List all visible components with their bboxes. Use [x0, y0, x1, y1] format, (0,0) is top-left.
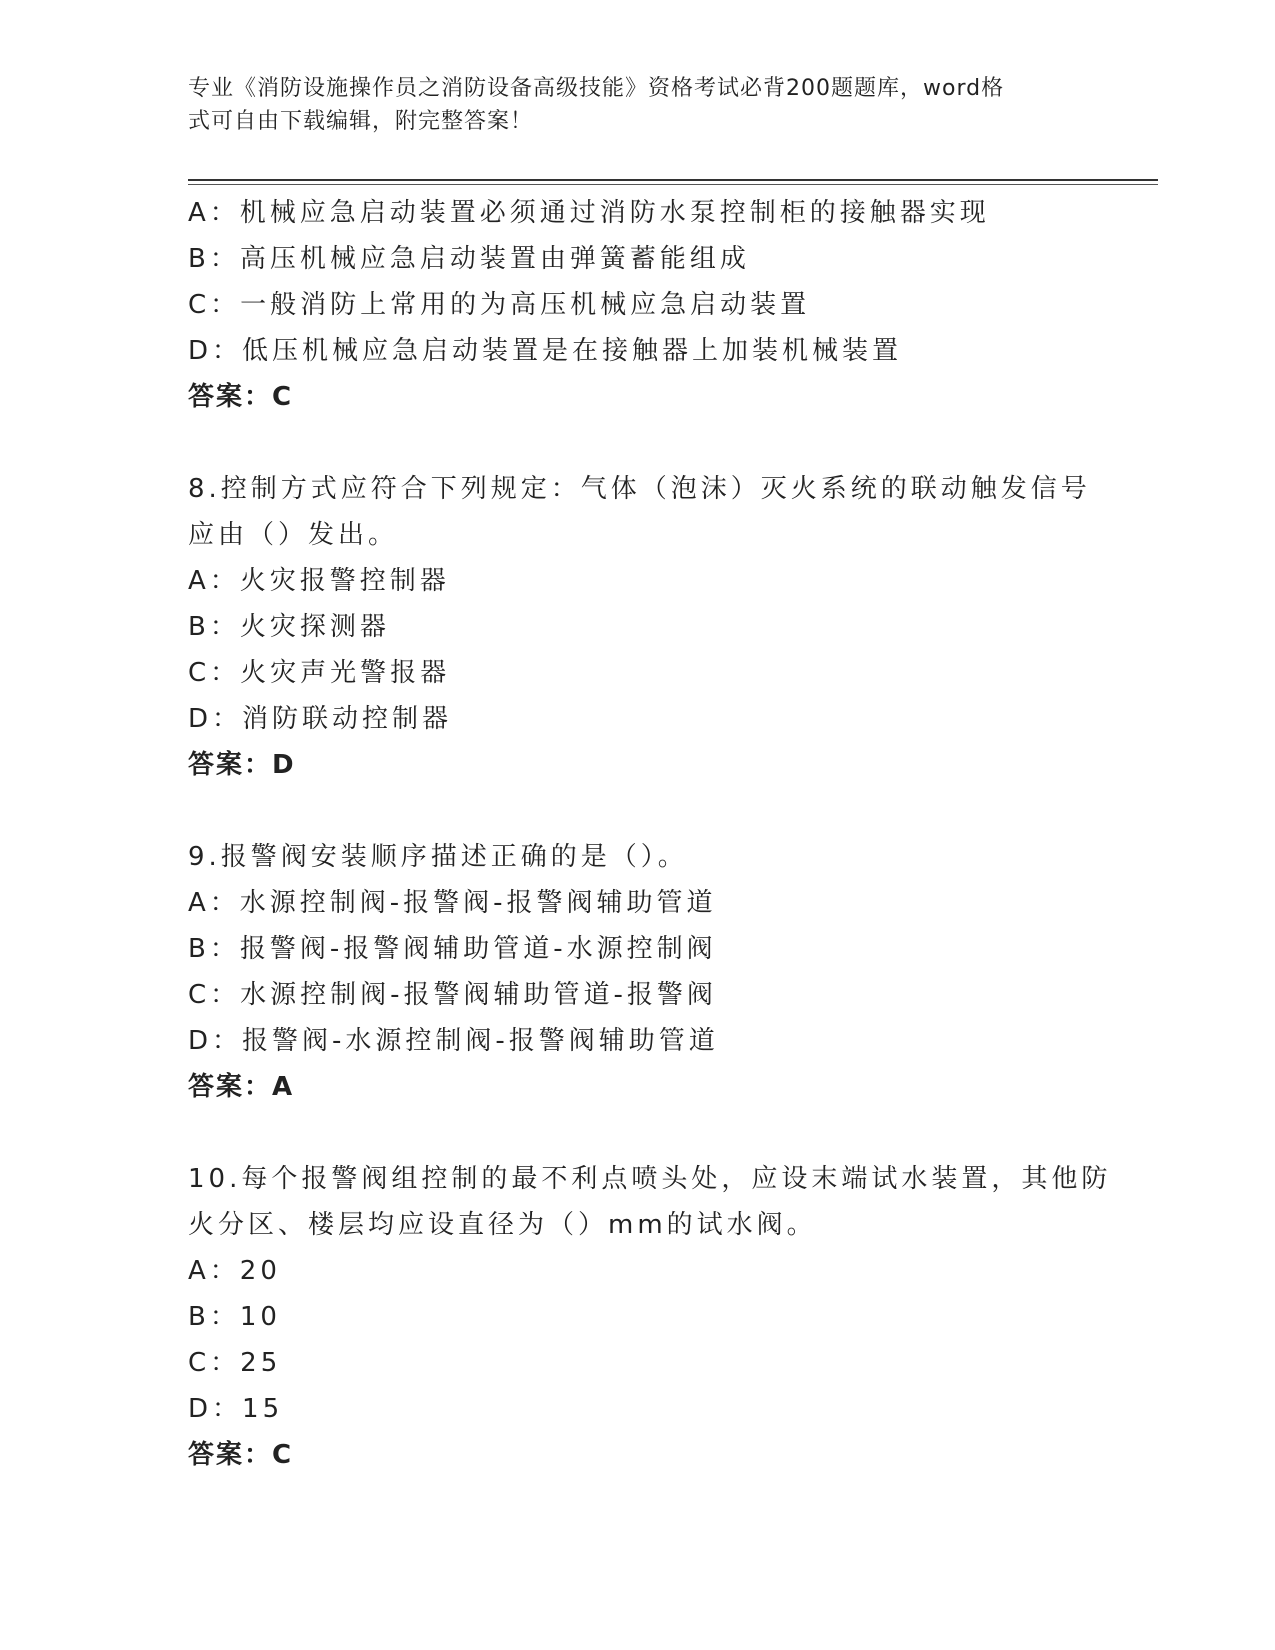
question-list — [188, 190, 1112, 1478]
option-b: B：报警阀-报警阀辅助管道-水源控制阀 — [188, 934, 717, 964]
option-b: B：10 — [188, 1302, 281, 1332]
spacer — [188, 420, 1088, 466]
document-header — [188, 72, 1068, 138]
option-d: D：15 — [188, 1394, 284, 1424]
option-a: A：水源控制阀-报警阀-报警阀辅助管道 — [188, 888, 717, 918]
answer: 答案：C — [188, 1440, 294, 1470]
header-line-2: 式可自由下载编辑，附完整答案！ — [188, 109, 534, 134]
question-text-line-1: 9.报警阀安装顺序描述正确的是（）。 — [188, 842, 688, 872]
question-text-line-2: 应由（）发出。 — [188, 520, 399, 550]
option-c: C：一般消防上常用的为高压机械应急启动装置 — [188, 290, 811, 320]
option-b: B：高压机械应急启动装置由弹簧蓄能组成 — [188, 244, 750, 274]
option-d: D：消防联动控制器 — [188, 704, 453, 734]
question-text-line-1: 8.控制方式应符合下列规定：气体（泡沫）灭火系统的联动触发信号 — [188, 474, 1091, 504]
header-divider-thin — [188, 184, 1158, 185]
option-c: C：水源控制阀-报警阀辅助管道-报警阀 — [188, 980, 717, 1010]
question-10 — [188, 1156, 1112, 1478]
question-8 — [188, 466, 1091, 788]
option-d: D：低压机械应急启动装置是在接触器上加装机械装置 — [188, 336, 903, 366]
question-text-line-1: 10.每个报警阀组控制的最不利点喷头处，应设末端试水装置，其他防 — [188, 1164, 1112, 1194]
answer: 答案：C — [188, 382, 294, 412]
option-b: B：火灾探测器 — [188, 612, 390, 642]
option-d: D：报警阀-水源控制阀-报警阀辅助管道 — [188, 1026, 719, 1056]
question-text-line-2: 火分区、楼层均应设直径为（）mm的试水阀。 — [188, 1210, 817, 1240]
option-a: A：20 — [188, 1256, 281, 1286]
question-7 — [188, 190, 1088, 420]
spacer — [188, 1110, 1088, 1156]
option-a: A：火灾报警控制器 — [188, 566, 450, 596]
spacer — [188, 788, 1088, 834]
option-a: A：机械应急启动装置必须通过消防水泵控制柜的接触器实现 — [188, 198, 990, 228]
question-9 — [188, 834, 1088, 1110]
header-line-1: 专业《消防设施操作员之消防设备高级技能》资格考试必背200题题库，word格 — [188, 76, 1005, 101]
answer: 答案：D — [188, 750, 296, 780]
option-c: C：25 — [188, 1348, 282, 1378]
option-c: C：火灾声光警报器 — [188, 658, 451, 688]
answer: 答案：A — [188, 1072, 295, 1102]
header-divider-thick — [188, 179, 1158, 181]
